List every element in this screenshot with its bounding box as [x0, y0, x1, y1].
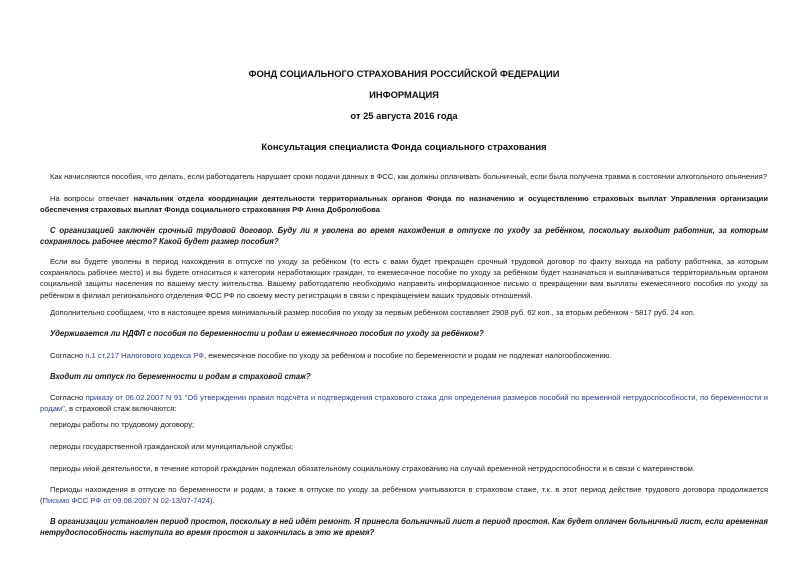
answer-2	[40, 350, 768, 361]
answer-3-suffix: , в страховой стаж включаются:	[64, 404, 177, 414]
question-3: Входит ли отпуск по беременности и родам в страховой стаж?	[50, 372, 311, 381]
respondent-paragraph	[40, 193, 768, 215]
list-item: периоды иной деятельности, в течение которой гражданин подлежал обязательному социальному страхованию на случай временной нетрудоспособности и в связи с материнством.	[50, 464, 696, 473]
intro-paragraph: Как начисляются пособия, что делать, если работодатель нарушает сроки подачи данных в ФСС, как должны оплачивать больничный, если была получена травма в состоянии алкогольного опьянения?	[50, 172, 767, 181]
order-91-link[interactable]: приказу от 06.02.2007 N 91 "Об утверждении правил подсчёта и подтверждения страхового стажа для определения размеров пособий по временной нетрудоспособности, по беременности и родам"	[40, 393, 768, 414]
answer-1-additional: Дополнительно сообщаем, что в настоящее время минимальный размер пособия по уходу за первым ребёнком составляет 2908 руб. 62 коп., за вторым ребёнком - 5817 руб. 24 коп.	[50, 308, 695, 317]
doc-subtitle: Консультация специалиста Фонда социального страхования	[261, 141, 547, 152]
answer-3-prefix: Согласно	[50, 393, 86, 402]
respondent-name: начальник отдела координации деятельности территориальных органов Фонда по назначению и осуществлению страховых выплат Управления организации обеспечения страховых выплат Фонда социального страхования РФ Анна Добролюбова	[40, 194, 768, 215]
respondent-prefix: На вопросы отвечает	[50, 194, 134, 203]
org-title: ФОНД СОЦИАЛЬНОГО СТРАХОВАНИЯ РОССИЙСКОЙ ФЕДЕРАЦИИ	[248, 68, 560, 79]
doc-type: ИНФОРМАЦИЯ	[369, 89, 439, 100]
respondent-suffix: .	[379, 205, 383, 215]
answer-3b-prefix: Периоды нахождения в отпуске по беременности и родам, а также в отпуске по уходу за ребёнком учитываются в страховом стаже, т.к. в этот период действие трудового договора продолжается (	[40, 485, 768, 506]
answer-1: Если вы будете уволены в период нахождения в отпуске по уходу за ребёнком (то есть с вами будет прекращён срочный трудовой договор по факту выхода на работу работника, за которым сохранялось рабочее место) и вы будете относиться к категории неработающих граждан, то ежемесячное пособие по уходу за ребёнком будет назначаться и выплачиваться территориальным органом социальной защиты населения по вашему месту жительства. Вашему работодателю необходимо направить информационное письмо о прекращении вам выплаты ежемесячного пособия по уходу за ребёнком в филиал регионального отделения ФСС РФ по своему месту регистрации в связи с прекращением ваших трудовых отношений.	[40, 257, 768, 300]
answer-2-suffix: , ежемесячное пособие по уходу за ребёнком и пособие по беременности и родам не подлежат налогообложению.	[203, 351, 612, 360]
question-2: Удерживается ли НДФЛ с пособия по беременности и родам и ежемесячного пособия по уходу за ребёнком?	[50, 329, 484, 338]
list-item: периоды работы по трудовому договору;	[50, 420, 195, 429]
fss-letter-link[interactable]: Письмо ФСС РФ от 09.08.2007 N 02-13/07-7424	[42, 496, 211, 506]
answer-2-prefix: Согласно	[50, 351, 86, 360]
answer-3b-suffix: ).	[210, 496, 215, 506]
tax-code-link[interactable]: п.1 ст.217 Налогового кодекса РФ	[85, 351, 204, 360]
question-1: С организацией заключён срочный трудовой договор. Буду ли я уволена во время нахождения в отпуске по уходу за ребёнком, поскольку выходит работник, за которым сохранялось рабочее место? Какой будет размер пособия?	[40, 226, 768, 247]
doc-date: от 25 августа 2016 года	[350, 110, 458, 121]
answer-3	[40, 392, 768, 414]
list-item: периоды государственной гражданской или муниципальной службы;	[50, 442, 294, 451]
question-4: В организации установлен период простоя, поскольку в ней идёт ремонт. Я принесла больничный лист в период простоя. Как будет оплачен больничный лист, если временная нетрудоспособность наступила во время простоя и закончилась в это же время?	[40, 517, 768, 538]
answer-3-additional	[40, 484, 768, 506]
